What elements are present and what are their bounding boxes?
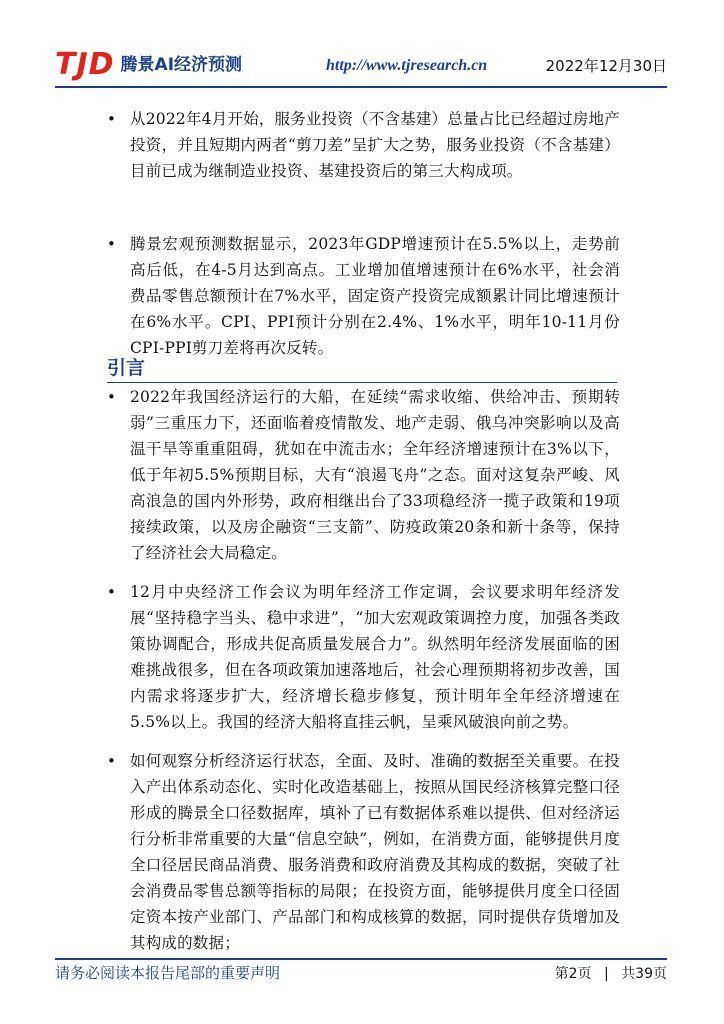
bullet-icon: •	[107, 110, 116, 128]
disclaimer-notice: 请务必阅读本报告尾部的重要声明	[55, 964, 281, 982]
bullet-icon: •	[107, 583, 116, 601]
company-logo	[55, 47, 243, 82]
page-total: 共39页	[621, 966, 667, 982]
bullet-icon: •	[107, 235, 116, 253]
header-divider	[55, 86, 667, 88]
page-indicator	[555, 963, 667, 983]
intro-paragraph-3: 如何观察分析经济运行状态，全面、及时、准确的数据至关重要。在投入产出体系动态化、实时化改造基础上，按照从国民经济核算完整口径形成的腾景全口径数据库，填补了已有数据体系难以提供、但对经济运行分析非常重要的大量“信息空缺”，例如，在消费方面，能够提供月度全口径居民商品消费、服务消费和政府消费及其构成的数据，突破了社会消费品零售总额等指标的局限；在投资方面，能够提供月度全口径固定资本按产业部门、产品部门和构成核算的数据，同时提供存货增加及其构成的数据；	[130, 752, 620, 952]
intro-paragraph-1: 2022年我国经济运行的大船，在延续“需求收缩、供给冲击、预期转弱”三重压力下，还面临着疫情散发、地产走弱、俄乌冲突影响以及高温干旱等重重阻碍，犹如在中流击水；全年经济增速预计在3%以下，低于年初5.5%预期目标，大有“浪遏飞舟”之态。面对这复杂严峻、风高浪急的国内外形势，政府相继出台了33项稳经济一揽子政策和19项接续政策，以及房企融资“三支箭”、防疫政策20条和新十条等，保持了经济社会大局稳定。	[130, 388, 620, 562]
page-header	[0, 0, 724, 92]
summary-paragraph-2: 腾景宏观预测数据显示，2023年GDP增速预计在5.5%以上，走势前高后低，在4-5月达到高点。工业增加值增速预计在6%水平，社会消费品零售总额预计在7%水平，固定资产投资完成额累计同比增速预计在6%水平。CPI、PPI预计分别在2.4%、1%水平，明年10-11月份CPI-PPI剪刀差将再次反转。	[130, 235, 620, 357]
page-separator: |	[604, 966, 609, 982]
page-number: 第2页	[554, 966, 592, 982]
bullet-icon: •	[107, 388, 116, 406]
summary-paragraph-1: 从2022年4月开始，服务业投资（不含基建）总量占比已经超过房地产投资，并且短期内两者“剪刀差”呈扩大之势，服务业投资（不含基建）目前已成为继制造业投资、基建投资后的第三大构成项。	[130, 110, 620, 180]
logo-name: 腾景AI经济预测	[120, 55, 243, 75]
intro-paragraph-2: 12月中央经济工作会议为明年经济工作定调，会议要求明年经济发展“坚持稳字当头、稳中求进”，“加大宏观政策调控力度，加强各类政策协调配合，形成共促高质量发展合力”。纵然明年经济发展面临的困难挑战很多，但在各项政策加速落地后，社会心理预期将初步改善，国内需求将逐步扩大，经济增长稳步修复，预计明年全年经济增速在5.5%以上。我国的经济大船将直挂云帆，呈乘风破浪向前之势。	[130, 583, 620, 731]
logo-mark: TJD	[55, 47, 115, 82]
bullet-icon: •	[107, 752, 116, 770]
website-link[interactable]: http://www.tjresearch.cn	[326, 57, 488, 74]
report-date: 2022年12月30日	[545, 57, 667, 75]
footer-divider	[55, 958, 667, 960]
section-divider	[107, 382, 617, 383]
section-title: 引言	[107, 357, 146, 379]
